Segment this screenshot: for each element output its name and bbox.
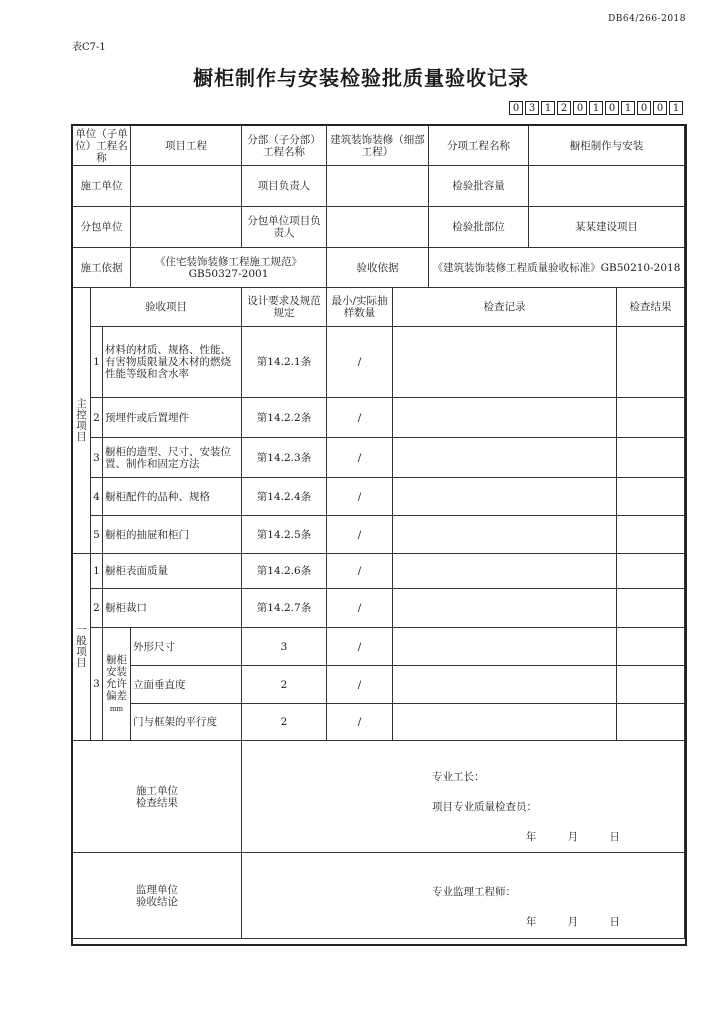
form-number: 表C7-1 [72,42,106,53]
item-desc: 材料的材质、规格、性能、有害物质限量及木材的燃烧性能等级和含水率 [103,327,242,398]
code-digit[interactable]: 0 [605,101,619,115]
item-no: 1 [91,327,103,398]
item-no: 1 [91,554,103,589]
foreman-label: 专业工长： [432,771,485,783]
supervision-label: 监理单位验收结论 [73,853,242,939]
item-desc: 橱柜配件的品种、规格 [103,478,242,516]
acceptance-basis-value: 《建筑装饰装修工程质量验收标准》GB50210-2018 [429,248,685,288]
code-digit[interactable]: 3 [525,101,539,115]
construction-date: 年 月 日 [525,831,634,843]
code-digit[interactable]: 2 [557,101,571,115]
table-row [73,666,685,704]
item-desc: 橱柜的抽屉和柜门 [103,516,242,554]
item-sample[interactable]: / [327,327,393,398]
item-sample[interactable]: / [327,516,393,554]
batch-location-value[interactable]: 某某建设项目 [529,207,685,248]
supervision-date: 年 月 日 [525,916,634,928]
item-no: 3 [91,628,103,741]
col-sample: 最小/实际抽样数量 [327,288,393,327]
construction-check-area[interactable] [242,741,685,853]
item-no: 5 [91,516,103,554]
item-record[interactable] [393,398,617,438]
col-record: 检查记录 [393,288,617,327]
item-sample[interactable]: / [327,438,393,478]
item-spec: 第14.2.1条 [242,327,327,398]
unit-name-value[interactable]: 项目工程 [131,126,242,166]
col-design: 设计要求及规范规定 [242,288,327,327]
item-desc: 橱柜表面质量 [103,554,242,589]
pm-value[interactable] [327,166,429,207]
item-result[interactable] [617,628,685,666]
code-digit[interactable]: 1 [589,101,603,115]
item-sample[interactable]: / [327,554,393,589]
col-item: 验收项目 [91,288,242,327]
contractor-label: 施工单位 [73,166,131,207]
supervision-area[interactable] [242,853,685,939]
code-digit[interactable]: 0 [653,101,667,115]
tolerance-desc: 门与框架的平行度 [131,704,242,741]
code-digit[interactable]: 0 [573,101,587,115]
item-spec: 第14.2.7条 [242,589,327,628]
code-digit[interactable]: 1 [541,101,555,115]
table-row [73,628,685,666]
item-record[interactable] [393,554,617,589]
item-record[interactable] [393,516,617,554]
code-digit[interactable]: 0 [637,101,651,115]
item-record[interactable] [393,327,617,398]
item-record[interactable] [393,438,617,478]
construction-basis-label: 施工依据 [73,248,131,288]
item-no: 3 [91,438,103,478]
tolerance-spec: 2 [242,704,327,741]
item-no: 4 [91,478,103,516]
table-row [73,704,685,741]
item-spec: 第14.2.6条 [242,554,327,589]
code-digit[interactable]: 0 [509,101,523,115]
tolerance-desc: 立面垂直度 [131,666,242,704]
item-record[interactable] [393,666,617,704]
item-result[interactable] [617,398,685,438]
item-record[interactable] [393,704,617,741]
item-record[interactable] [393,589,617,628]
code-digit[interactable]: 1 [669,101,683,115]
item-result[interactable] [617,327,685,398]
tolerance-sample[interactable]: / [327,704,393,741]
item-spec: 第14.2.5条 [242,516,327,554]
col-result: 检查结果 [617,288,685,327]
item-no: 2 [91,398,103,438]
code-digit[interactable]: 1 [621,101,635,115]
table-row [73,398,685,438]
tolerance-label: 橱柜安装允许偏差 mm [103,628,131,741]
subcontractor-label: 分包单位 [73,207,131,248]
tolerance-sample[interactable]: / [327,628,393,666]
item-record[interactable] [393,628,617,666]
batch-capacity-value[interactable] [529,166,685,207]
table-row [73,478,685,516]
page-title: 橱柜制作与安装检验批质量验收记录 [193,66,529,90]
batch-location-label: 检验批部位 [429,207,529,248]
sub-pm-value[interactable] [327,207,429,248]
tolerance-spec: 2 [242,666,327,704]
item-spec: 第14.2.2条 [242,398,327,438]
item-result[interactable] [617,478,685,516]
tolerance-desc: 外形尺寸 [131,628,242,666]
item-spec: 第14.2.4条 [242,478,327,516]
sub-pm-label: 分包单位项目负责人 [242,207,327,248]
construction-basis-value: 《住宅装饰装修工程施工规范》GB50327-2001 [131,248,327,288]
item-spec: 第14.2.3条 [242,438,327,478]
sub-division-label: 分部（子分部）工程名称 [242,126,327,166]
inspection-table [72,125,685,939]
table-row [73,327,685,398]
item-result[interactable] [617,438,685,478]
batch-code-boxes [507,101,683,115]
item-sample[interactable]: / [327,478,393,516]
item-desc: 橱柜的造型、尺寸、安装位置、制作和固定方法 [103,438,242,478]
item-sample[interactable]: / [327,398,393,438]
inspector-label: 项目专业质量检查员： [432,801,537,813]
main-section-label: 主控项目 [73,288,91,554]
item-result[interactable] [617,589,685,628]
general-section-label: 一般项目 [73,554,91,741]
pm-label: 项目负责人 [242,166,327,207]
item-no: 2 [91,589,103,628]
item-result[interactable] [617,554,685,589]
sub-item-value[interactable]: 橱柜制作与安装 [529,126,685,166]
item-sample[interactable]: / [327,589,393,628]
contractor-value[interactable] [131,166,242,207]
batch-capacity-label: 检验批容量 [429,166,529,207]
construction-check-label: 施工单位检查结果 [73,741,242,853]
tolerance-spec: 3 [242,628,327,666]
sub-item-label: 分项工程名称 [429,126,529,166]
subcontractor-value[interactable] [131,207,242,248]
item-record[interactable] [393,478,617,516]
item-desc: 预埋件或后置埋件 [103,398,242,438]
document-code: DB64/266-2018 [608,14,686,24]
tolerance-sample[interactable]: / [327,666,393,704]
table-row [73,438,685,478]
table-row [73,554,685,589]
acceptance-basis-label: 验收依据 [327,248,429,288]
table-row [73,589,685,628]
engineer-label: 专业监理工程师： [432,886,516,898]
table-row [73,516,685,554]
item-result[interactable] [617,516,685,554]
item-result[interactable] [617,666,685,704]
item-desc: 橱柜裁口 [103,589,242,628]
sub-division-value[interactable]: 建筑装饰装修（细部工程） [327,126,429,166]
item-result[interactable] [617,704,685,741]
unit-name-label: 单位（子单位）工程名称 [73,126,131,166]
